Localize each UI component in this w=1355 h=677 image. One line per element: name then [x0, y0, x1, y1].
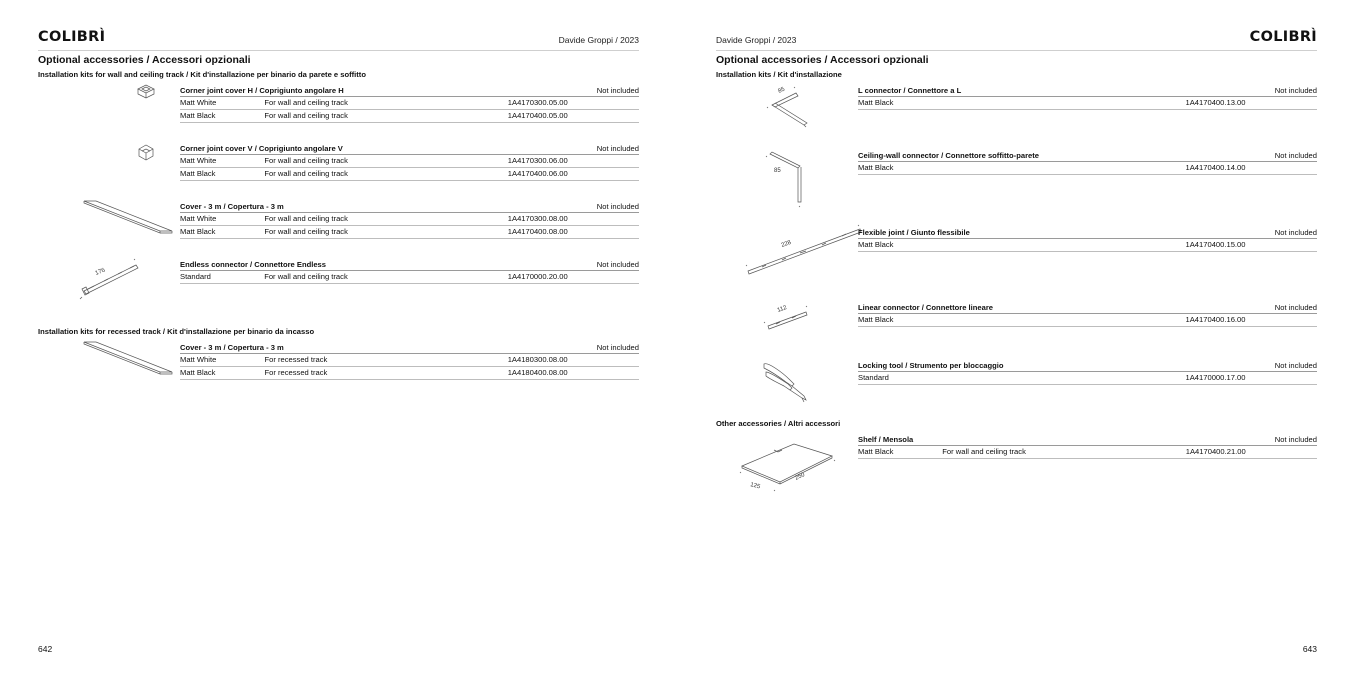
- finish-cell: Matt Black: [858, 239, 943, 252]
- section-title: Optional accessories / Accessori opzionali: [716, 54, 929, 66]
- use-cell: [943, 239, 1186, 252]
- corner-joint-h-icon: [74, 81, 148, 141]
- table-row: [180, 367, 639, 380]
- table-row: [858, 239, 1317, 252]
- finish-cell: Matt Black: [180, 110, 264, 123]
- code-cell: 1A4170400.08.00: [508, 226, 597, 239]
- availability-label: Not included: [596, 260, 639, 269]
- table-row: [180, 354, 639, 367]
- cover-icon: [74, 338, 148, 398]
- product-name: Corner joint cover H / Coprigiunto angolare H: [180, 85, 597, 97]
- page-header: [38, 28, 639, 51]
- use-cell: For wall and ceiling track: [264, 271, 508, 284]
- shelf-icon: [749, 430, 826, 491]
- author-year: Davide Groppi / 2023: [716, 35, 797, 45]
- code-cell: 1A4170300.08.00: [508, 213, 597, 226]
- section-title: Optional accessories / Accessori opzionali: [38, 54, 251, 66]
- dimension-label: 85: [774, 168, 781, 174]
- ceiling-wall-connector-icon: [752, 146, 826, 206]
- subsection-title: Installation kits for recessed track / Kit d'installazione per binario da incasso: [38, 327, 315, 336]
- code-cell: 1A4170400.13.00: [1186, 97, 1275, 110]
- dimension-label: 228: [780, 239, 793, 249]
- availability-label: Not included: [596, 202, 639, 211]
- finish-cell: Standard: [180, 271, 264, 284]
- table-row: [180, 271, 639, 284]
- table-row: [180, 168, 639, 181]
- table-row: [180, 226, 639, 239]
- code-cell: 1A4170400.16.00: [1186, 314, 1275, 327]
- flexible-joint-icon: [752, 223, 826, 283]
- product-name: Locking tool / Strumento per bloccaggio: [858, 360, 1275, 372]
- locking-tool-icon: [752, 356, 826, 416]
- finish-cell: Matt Black: [858, 314, 943, 327]
- use-cell: For wall and ceiling track: [264, 226, 507, 239]
- linear-connector-icon: [752, 298, 826, 358]
- product-name: Cover - 3 m / Copertura - 3 m: [180, 201, 597, 213]
- table-row: [180, 213, 639, 226]
- page-number: 642: [38, 644, 53, 654]
- availability-label: Not included: [596, 86, 639, 95]
- product-table: [180, 342, 639, 380]
- finish-cell: Matt Black: [180, 168, 264, 181]
- use-cell: For wall and ceiling track: [942, 446, 1185, 459]
- table-row: [858, 97, 1317, 110]
- use-cell: [943, 372, 1186, 385]
- table-row: [180, 97, 639, 110]
- availability-label: Not included: [1274, 361, 1317, 370]
- code-cell: 1A4170000.17.00: [1186, 372, 1275, 385]
- product-table: [180, 259, 639, 284]
- table-row: [858, 162, 1317, 175]
- table-row: [858, 372, 1317, 385]
- product-table: [858, 227, 1317, 252]
- finish-cell: Matt Black: [858, 97, 943, 110]
- table-row: [858, 314, 1317, 327]
- table-row: [180, 155, 639, 168]
- brand-title: COLIBRÌ: [1249, 29, 1317, 45]
- right-page: [716, 0, 1317, 677]
- product-name: Corner joint cover V / Coprigiunto angolare V: [180, 143, 597, 155]
- endless-connector-icon: [74, 255, 148, 315]
- page-number: 643: [1302, 644, 1317, 654]
- product-name: Endless connector / Connettore Endless: [180, 259, 597, 271]
- shelf-width-label: 250: [794, 472, 806, 482]
- code-cell: 1A4170400.15.00: [1186, 239, 1275, 252]
- availability-label: Not included: [1274, 86, 1317, 95]
- table-row: [180, 110, 639, 123]
- code-cell: 1A4170400.14.00: [1186, 162, 1275, 175]
- code-cell: 1A4170400.05.00: [508, 110, 597, 123]
- subsection-title: Other accessories / Altri accessori: [716, 419, 841, 428]
- finish-cell: Matt White: [180, 213, 264, 226]
- product-table: [858, 302, 1317, 327]
- use-cell: [943, 162, 1186, 175]
- table-row: [858, 446, 1317, 459]
- finish-cell: Matt White: [180, 155, 264, 168]
- product-table: [180, 143, 639, 181]
- product-table: [858, 360, 1317, 385]
- use-cell: [943, 314, 1186, 327]
- availability-label: Not included: [596, 144, 639, 153]
- finish-cell: Matt White: [180, 354, 264, 367]
- finish-cell: Matt Black: [180, 226, 264, 239]
- product-name: Shelf / Mensola: [858, 434, 1275, 446]
- finish-cell: Matt Black: [858, 446, 942, 459]
- product-table: [180, 85, 639, 123]
- use-cell: For wall and ceiling track: [264, 97, 507, 110]
- brand-title: COLIBRÌ: [38, 29, 106, 45]
- use-cell: For recessed track: [264, 367, 507, 380]
- availability-label: Not included: [596, 343, 639, 352]
- dimension-label: 85: [777, 86, 786, 95]
- availability-label: Not included: [1274, 228, 1317, 237]
- product-name: Cover - 3 m / Copertura - 3 m: [180, 342, 597, 354]
- use-cell: For wall and ceiling track: [264, 213, 507, 226]
- dimension-label: 112: [776, 304, 788, 314]
- product-name: Flexible joint / Giunto flessibile: [858, 227, 1275, 239]
- code-cell: 1A4170300.05.00: [508, 97, 597, 110]
- code-cell: 1A4180400.08.00: [508, 367, 597, 380]
- product-table: [858, 85, 1317, 110]
- product-name: Ceiling-wall connector / Connettore soffitto-parete: [858, 150, 1275, 162]
- code-cell: 1A4170300.06.00: [508, 155, 597, 168]
- author-year: Davide Groppi / 2023: [558, 35, 639, 45]
- shelf-depth-label: 125: [749, 482, 761, 491]
- product-table: [180, 201, 639, 239]
- finish-cell: Matt Black: [858, 162, 943, 175]
- code-cell: 1A4180300.08.00: [508, 354, 597, 367]
- code-cell: 1A4170400.06.00: [508, 168, 597, 181]
- use-cell: For recessed track: [264, 354, 507, 367]
- page-header: [716, 28, 1317, 51]
- product-table: [858, 150, 1317, 175]
- availability-label: Not included: [1274, 151, 1317, 160]
- code-cell: 1A4170400.21.00: [1186, 446, 1275, 459]
- dimension-label: 176: [94, 267, 107, 277]
- availability-label: Not included: [1274, 303, 1317, 312]
- use-cell: For wall and ceiling track: [264, 155, 507, 168]
- finish-cell: Matt White: [180, 97, 264, 110]
- use-cell: For wall and ceiling track: [264, 110, 507, 123]
- availability-label: Not included: [1274, 435, 1317, 444]
- finish-cell: Standard: [858, 372, 943, 385]
- use-cell: [943, 97, 1186, 110]
- finish-cell: Matt Black: [180, 367, 264, 380]
- corner-joint-v-icon: [74, 139, 148, 199]
- code-cell: 1A4170000.20.00: [508, 271, 597, 284]
- product-table: [858, 434, 1317, 459]
- left-page: [38, 0, 639, 677]
- product-name: Linear connector / Connettore lineare: [858, 302, 1275, 314]
- product-name: L connector / Connettore a L: [858, 85, 1275, 97]
- l-connector-icon: [752, 81, 826, 141]
- cover-icon: [74, 197, 148, 257]
- subsection-title: Installation kits for wall and ceiling track / Kit d'installazione per binario da parete e soffitto: [38, 70, 366, 79]
- use-cell: For wall and ceiling track: [264, 168, 507, 181]
- subsection-title: Installation kits / Kit d'installazione: [716, 70, 842, 79]
